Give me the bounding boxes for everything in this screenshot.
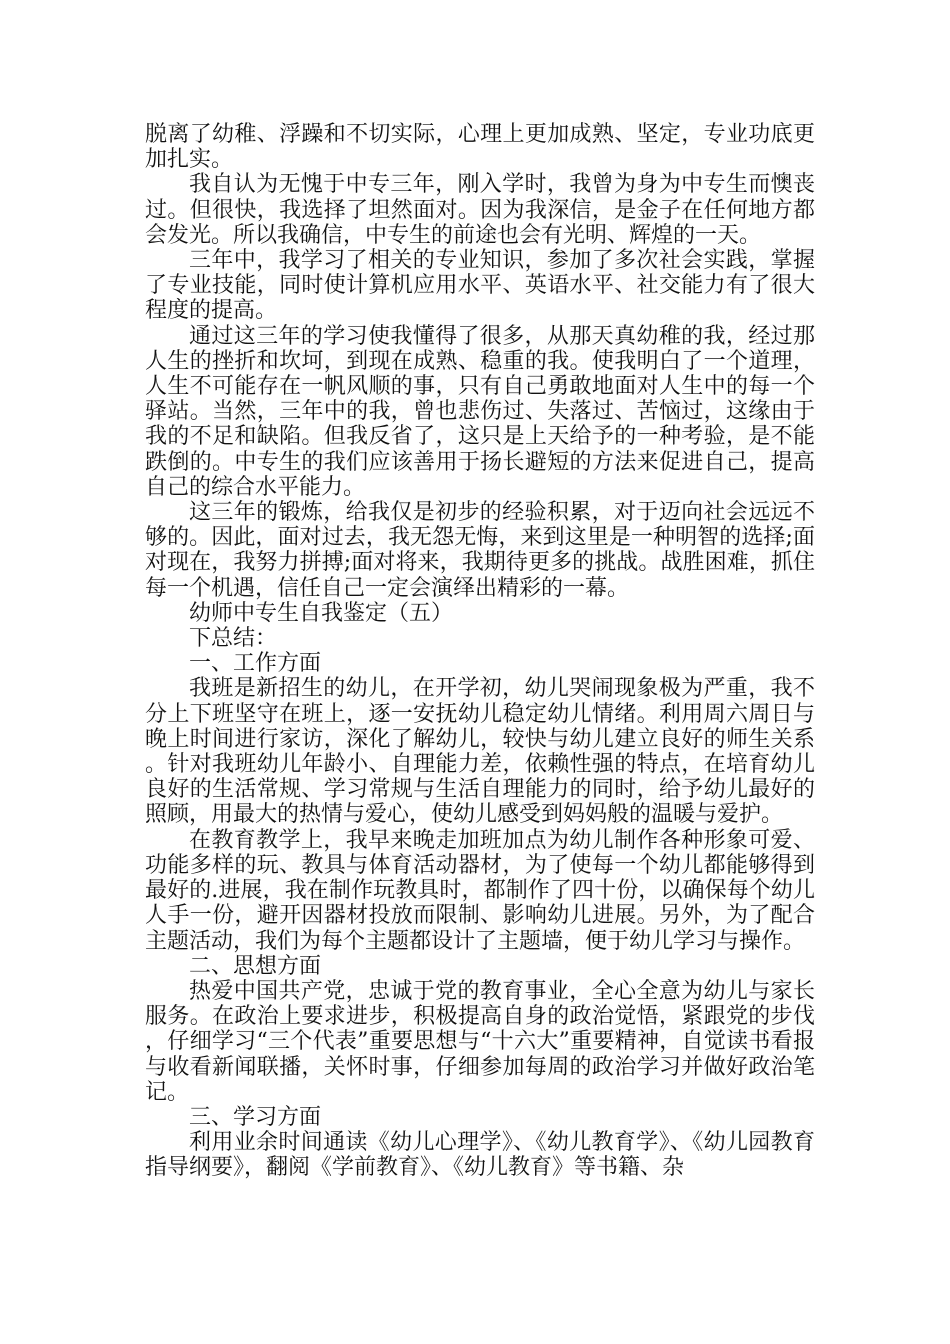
- paragraph-1: 脱离了幼稚、浮躁和不切实际，心理上更加成熟、坚定，专业功底更加扎实。: [145, 122, 815, 173]
- paragraph-5: 这三年的锻炼，给我仅是初步的经验积累，对于迈向社会远远不够的。因此，面对过去，我无怨无悔，来到这里是一种明智的选择;面对现在，我努力拼搏;面对将来，我期待更多的挑战。战胜困难，抓住每一个机遇，信任自己一定会演绎出精彩的一幕。: [145, 500, 815, 601]
- paragraph-work-1: 我班是新招生的幼儿，在开学初，幼儿哭闹现象极为严重，我不分上下班坚守在班上，逐一安抚幼儿稳定幼儿情绪。利用周六周日与晚上时间进行家访，深化了解幼儿，较快与幼儿建立良好的师生关系。针对我班幼儿年龄小、自理能力差，依赖性强的特点，在培育幼儿良好的生活常规、学习常规与生活自理能力的同时，给予幼儿最好的照顾，用最大的热情与爱心，使幼儿感受到妈妈般的温暖与爱护。: [145, 676, 815, 828]
- paragraph-thought: 热爱中国共产党，忠诚于党的教育事业，全心全意为幼儿与家长服务。在政治上要求进步，积极提高自身的政治觉悟，紧跟党的步伐，仔细学习“三个代表”重要思想与“十六大”重要精神，自觉读书看报与收看新闻联播，关怀时事，仔细参加每周的政治学习并做好政治笔记。: [145, 978, 815, 1105]
- heading-study: 三、学习方面: [189, 1104, 322, 1130]
- heading-thought: 二、思想方面: [189, 953, 322, 979]
- paragraph-work-2: 在教育教学上，我早来晚走加班加点为幼儿制作各种形象可爱、功能多样的玩、教具与体育活动器材，为了使每一个幼儿都能够得到最好的.进展，我在制作玩教具时，都制作了四十份，以确保每个幼儿人手一份，避开因器材投放而限制、影响幼儿进展。另外，为了配合主题活动，我们为每个主题都设计了主题墙，便于幼儿学习与操作。: [145, 827, 815, 954]
- document-body: [145, 122, 815, 1181]
- paragraph-2: 我自认为无愧于中专三年，刚入学时，我曾为身为中专生而懊丧过。但很快，我选择了坦然面对。因为我深信，是金子在任何地方都会发光。所以我确信，中专生的前途也会有光明、辉煌的一天。: [145, 172, 815, 248]
- section-title: 幼师中专生自我鉴定（五）: [189, 600, 454, 626]
- heading-work: 一、工作方面: [189, 651, 322, 677]
- paragraph-4: 通过这三年的学习使我懂得了很多，从那天真幼稚的我，经过那人生的挫折和坎坷，到现在成熟、稳重的我。使我明白了一个道理，人生不可能存在一帆风顺的事，只有自己勇敢地面对人生中的每一个驿站。当然，三年中的我，曾也悲伤过、失落过、苦恼过，这缘由于我的不足和缺陷。但我反省了，这只是上天给予的一种考验，是不能跌倒的。中专生的我们应该善用于扬长避短的方法来促进自己，提高自己的综合水平能力。: [145, 323, 815, 500]
- paragraph-3: 三年中，我学习了相关的专业知识，参加了多次社会实践，掌握了专业技能，同时使计算机应用水平、英语水平、社交能力有了很大程度的提高。: [145, 248, 815, 324]
- paragraph-study: 利用业余时间通读《幼儿心理学》、《幼儿教育学》、《幼儿园教育指导纲要》，翻阅《学前教育》、《幼儿教育》等书籍、杂: [145, 1130, 815, 1181]
- summary-heading: 下总结：: [189, 626, 278, 652]
